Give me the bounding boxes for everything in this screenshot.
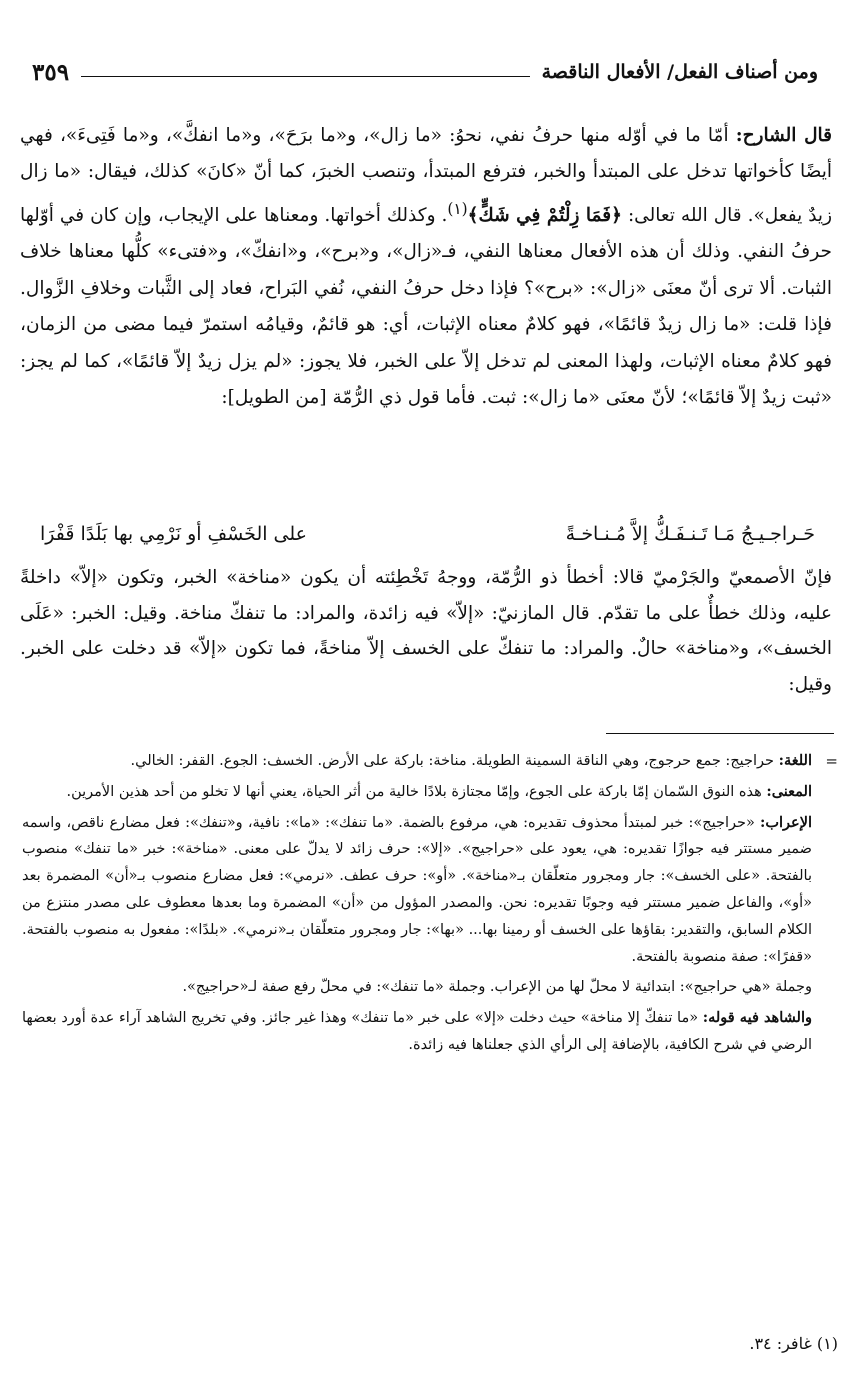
note-maana-text: هذه النوق السّمان إمّا باركة على الجوع، وإمّا مجتازة بلادًا خالية من أثر الحياة، يعني أنها لا تخلو من أحد هذين الأمرين.	[66, 783, 762, 800]
poetry-verse	[40, 514, 815, 554]
main-text-continued	[20, 560, 832, 702]
paragraph-2: فإنّ الأصمعيّ والجَرْميّ قالا: أخطأ ذو الرُّمّة، ووجهُ تَخْطِئته أن يكون «مناخة» الخبر، وتكون «إلاّ» داخلةً عليه، وذلك خطأٌ على ما تقدّم. قال المازنيّ: «إلاّ» فيه زائدة، والمراد: ما تنفكّ مناخة. وقيل: الخبر: «عَلَى الخسف»، و«مناخة» حالٌ. والمراد: ما تنفكّ على الخسف إلاّ مناخةً، فما تكون «إلاّ» قد دخلت على الخبر. وقيل:	[20, 567, 832, 695]
note-irab	[22, 810, 812, 971]
note-lugha-label: اللغة:	[778, 752, 812, 769]
commentator-lead: قال الشارح:	[735, 125, 833, 146]
note-shahid-text: «ما تنفكّ إلا مناخة» حيث دخلت «إلا» على خبر «ما تنفك» وهذا غير جائز. وفي تخريج الشاهد آراء عدة أورد بعضها الرضي في شرح الكافية، بالإضافة إلى الرأي الذي جعلناها فيه زائدة.	[22, 1010, 812, 1053]
footnote-separator	[606, 733, 834, 734]
verse-second-hemistich: على الخَسْفِ أو نَرْمِي بها بَلَدًا قَفْرَا	[40, 523, 308, 545]
note-lugha	[22, 748, 812, 775]
page-number: ٣٥٩	[32, 58, 70, 86]
note-maana-label: المعنى:	[766, 782, 812, 800]
paragraph-1-text-b: . وكذلك أخواتها. ومعناها على الإيجاب، وإن كان في أوّلها حرفُ النفي. وذلك أن هذه الأفعال معناها النفي، فـ«زال»، و«برح»، و«انفكّ»، و«فتىء» كلُّها معناها خلاف الثبات. ألا ترى أنّ معنَى «زال»: «برح»؟ فإذا دخل حرفُ النفي، نُفي البَراح، فعاد إلى الثَّبات وخلافِ الزَّوال. فإذا قلت: «ما زال زيدٌ قائمًا»، فهو كلامٌ معناه الإثبات، أي: هو قائمٌ، وقيامُه استمرّ فيما مضى من الزمان، فهو كلامٌ معناه الإثبات، ولهذا المعنى لم تدخل إلاّ على الخبر، فلا يجوز: «لم يزل زيدٌ إلاّ قائمًا»، كما لم يجز: «ثبت زيدٌ إلاّ قائمًا»؛ لأنّ معنَى «ما زال»: ثبت. فأما قول ذي الرُّمّة [من الطويل]:	[20, 204, 832, 408]
footnote-1: (١) غافر: ٣٤.	[749, 1334, 838, 1353]
note-shahid-label: والشاهد فيه قوله:	[702, 1009, 813, 1027]
footnote-ref: (١)	[447, 199, 468, 218]
note-jumla: وجملة «هي حراجيج»: ابتدائية لا محلّ لها من الإعراب. وجملة «ما تنفك»: في محلّ رفع صفة لـ«حراجيج».	[182, 979, 812, 996]
note-irab-text: «حراجيج»: خبر لمبتدأ محذوف تقديره: هي، مرفوع بالضمة. «ما تنفك»: «ما»: نافية، و«تنفك»: فعل مضارع ناقص، واسمه ضمير مستتر فيه جوازًا تقديره: هي، يعود على «حراجيج». «إلا»: حرف زائد لا يدلّ على معنى. «مناخة»: خبر «ما تنفك» منصوب بالفتحة. «على الخسف»: جار ومجرور متعلّقان بـ«مناخة». «أو»: حرف عطف. «نرمي»: فعل مضارع منصوب بـ«أن» المضمرة بعد «أو»، والفاعل ضمير مستتر فيه وجوبًا تقديره: نحن. والمصدر المؤول من «أن» المضمرة وما بعدها معطوف على مصدر منتزع من الكلام السابق، والتقدير: بقاؤها على الخسف أو رمينا بها... «بها»: جار ومجرور متعلّقان بـ«نرمي». «بلدًا»: مفعول به منصوب بالفتحة. «قفرًا»: صفة منصوبة بالفتحة.	[22, 814, 812, 965]
header-rule	[81, 76, 530, 77]
note-shahid	[22, 1005, 812, 1059]
quran-quote: ﴿فَمَا زِلْتُمْ فِي شَكٍّ﴾	[467, 204, 622, 226]
paragraph-1-text-a: أمّا ما في أوّله منها حرفُ نفي، نحوُ: «ما زال»، و«ما برَحَ»، و«ما انفكَّ»، و«ما فَتِىءَ»، فهي أيضًا كأخواتها تدخل على المبتدأ والخبر، فترفع المبتدأ، وتنصب الخبرَ، كما أنّ «كانَ» كذلك، فيقال: «ما زال زيدٌ يفعل». قال الله تعالى:	[20, 125, 832, 226]
footnotes	[22, 748, 812, 1063]
main-text	[20, 118, 832, 416]
note-lugha-text: حراجيج: جمع حرجوج، وهي الناقة السمينة الطويلة. مناخة: باركة على الأرض. الخسف: الجوع. القفر: الخالي.	[130, 753, 775, 769]
running-title: ومن أصناف الفعل/ الأفعال الناقصة	[541, 61, 818, 83]
paragraph-1	[20, 118, 832, 416]
note-irab-label: الإعراب:	[760, 813, 812, 831]
running-header	[32, 54, 818, 90]
continuation-mark: =	[825, 752, 838, 770]
verse-first-hemistich: حَـراجـيـجُ مَـا تَـنـفَـكُّ إلاَّ مُـنـاخـةً	[565, 523, 815, 545]
note-maana	[22, 779, 812, 806]
